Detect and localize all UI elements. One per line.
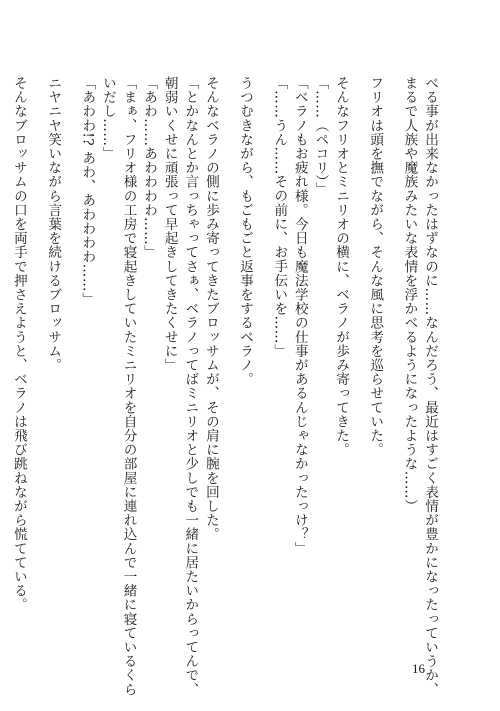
text-line (0, 76, 8, 636)
text-line: フリオは頭を撫でながら、そんな風に思考を巡らせていた。 (367, 76, 384, 457)
dialogue-line: 「あわわ!? あわ、あわわわわ……」 (79, 76, 96, 307)
text-line: ニヤニヤ笑いながら言葉を続けるブロッサム。 (45, 76, 62, 373)
text-line: べる事が出来なかったはずなのに……なんだろう、最近はすごく表情が豊かになったっていうか、 (422, 76, 438, 697)
dialogue-line: 「とかなんとか言っちゃってさぁ、ベラノってばミニリオと少しでも一緒に居たいからってんで、 (182, 76, 199, 697)
text-line: まるで人族や魔族みたいな表情を浮かべるようになったような……） (401, 76, 418, 514)
dialogue-line: いだし……」 (99, 76, 116, 161)
text-line: そんなブロッサムの口を両手で押さえようと、ベラノは飛び跳ねながら慌てている。 (10, 76, 27, 612)
dialogue-line: 「あわ……あわわわわ……」 (141, 76, 158, 260)
dialogue-line: 「ベラノもお疲れ様。今日も魔法学校の仕事があるんじゃなかったっけ？」 (291, 76, 308, 556)
dialogue-line: 「まぁ、フリオ様の工房で寝起きしていたミニリオを自分の部屋に連れ込んで一緒に寝ているくら (120, 76, 137, 697)
dialogue-line: 朝弱いくせに頑張って早起きしてきたくせに」 (161, 76, 178, 373)
text-line: うつむきながら、もごもごと返事をするベラノ。 (237, 76, 254, 387)
text-line: そんなフリオとミニリオの横に、ベラノが歩み寄ってきた。 (333, 76, 350, 457)
text-line: そんなベラノの側に歩み寄ってきたブロッサムが、その肩に腕を回した。 (202, 76, 219, 542)
dialogue-line: 「……うん……その前に、お手伝いを……」 (271, 76, 288, 358)
dialogue-line: 「……（ペコリ）」 (312, 76, 329, 197)
page-number: 16 (412, 661, 425, 676)
